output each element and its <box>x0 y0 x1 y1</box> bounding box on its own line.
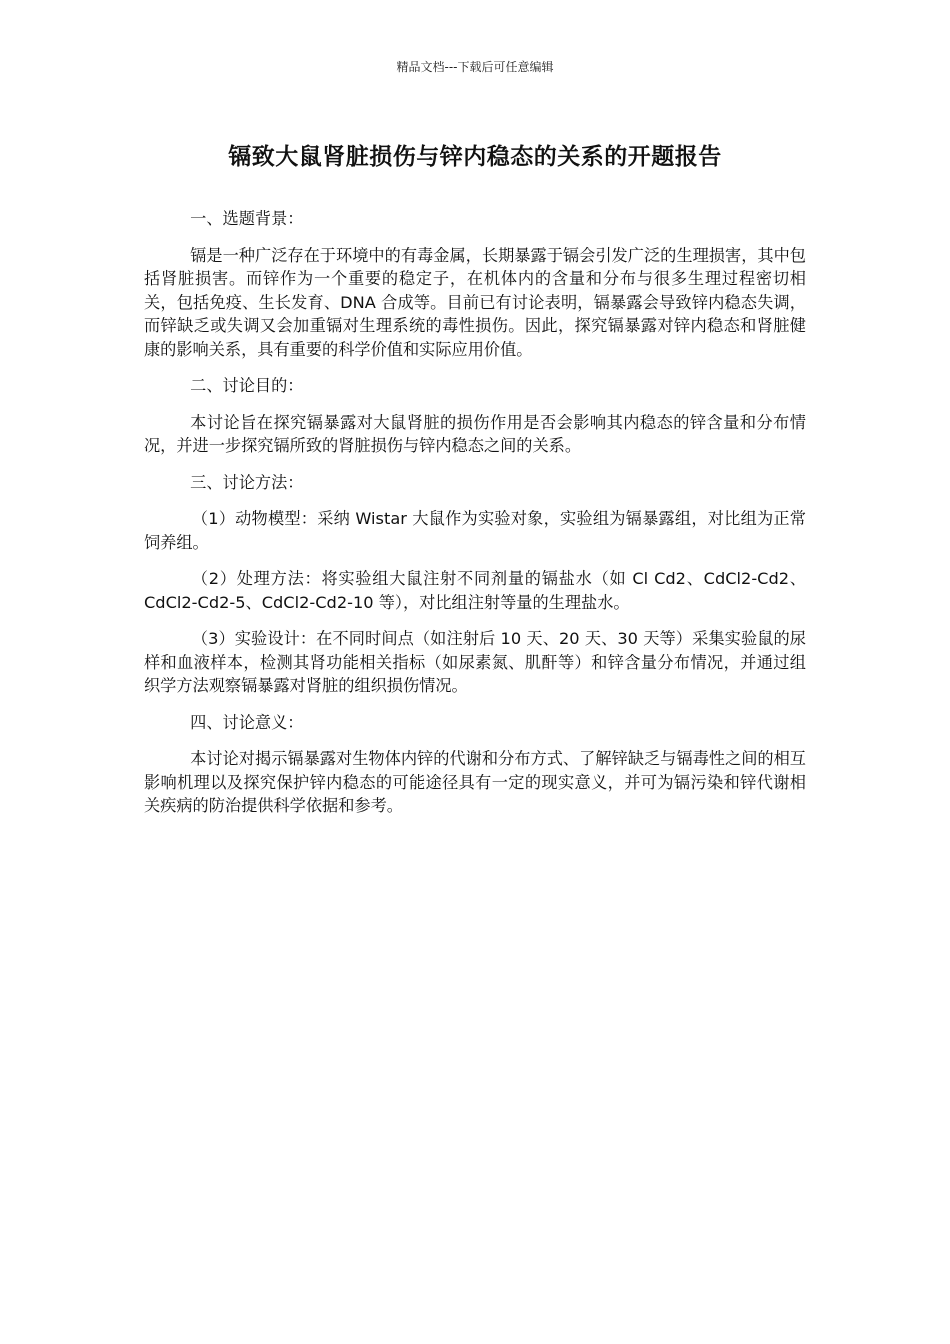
section-paragraph-significance: 本讨论对揭示镉暴露对生物体内锌的代谢和分布方式、了解锌缺乏与镉毒性之间的相互影响机理以及探究保护锌内稳态的可能途径具有一定的现实意义，并可为镉污染和锌代谢相关疾病的防治提供科学依据和参考。 <box>144 749 806 815</box>
section-heading-purpose: 二、讨论目的： <box>190 376 304 395</box>
document-title: 镉致大鼠肾脏损伤与锌内稳态的关系的开题报告 <box>228 144 722 170</box>
method-item-animal-model: （1）动物模型：采纳 Wistar 大鼠作为实验对象，实验组为镉暴露组，对比组为正常饲养组。 <box>144 509 806 552</box>
section-paragraph-purpose: 本讨论旨在探究镉暴露对大鼠肾脏的损伤作用是否会影响其内稳态的锌含量和分布情况，并进一步探究镉所致的肾脏损伤与锌内稳态之间的关系。 <box>144 412 806 455</box>
section-heading-background: 一、选题背景： <box>190 209 304 228</box>
section-heading-methods: 三、讨论方法： <box>190 472 304 492</box>
method-item-treatment: （2）处理方法：将实验组大鼠注射不同剂量的镉盐水（如 Cl Cd2、CdCl2-Cd2、CdCl2-Cd2-5、CdCl2-Cd2-10 等），对比组注射等量的生理盐水。 <box>144 569 806 612</box>
header-note: 精品文档---下载后可任意编辑 <box>396 60 554 74</box>
method-item-design: （3）实验设计：在不同时间点（如注射后 10 天、20 天、30 天等）采集实验鼠的尿样和血液样本，检测其肾功能相关指标（如尿素氮、肌酐等）和锌含量分布情况，并通过组织学方法观察镉暴露对肾脏的组织损伤情况。 <box>144 629 806 695</box>
section-paragraph-background: 镉是一种广泛存在于环境中的有毒金属，长期暴露于镉会引发广泛的生理损害，其中包括肾脏损害。而锌作为一个重要的稳定子，在机体内的含量和分布与很多生理过程密切相关，包括免疫、生长发育、DNA 合成等。目前已有讨论表明，镉暴露会导致锌内稳态失调，而锌缺乏或失调又会加重镉对生理系统的毒性损伤。因此，探究镉暴露对锌内稳态和肾脏健康的影响关系，具有重要的科学价值和实际应用价值。 <box>144 245 806 359</box>
section-heading-significance: 四、讨论意义： <box>190 712 304 732</box>
document-body <box>144 207 806 831</box>
